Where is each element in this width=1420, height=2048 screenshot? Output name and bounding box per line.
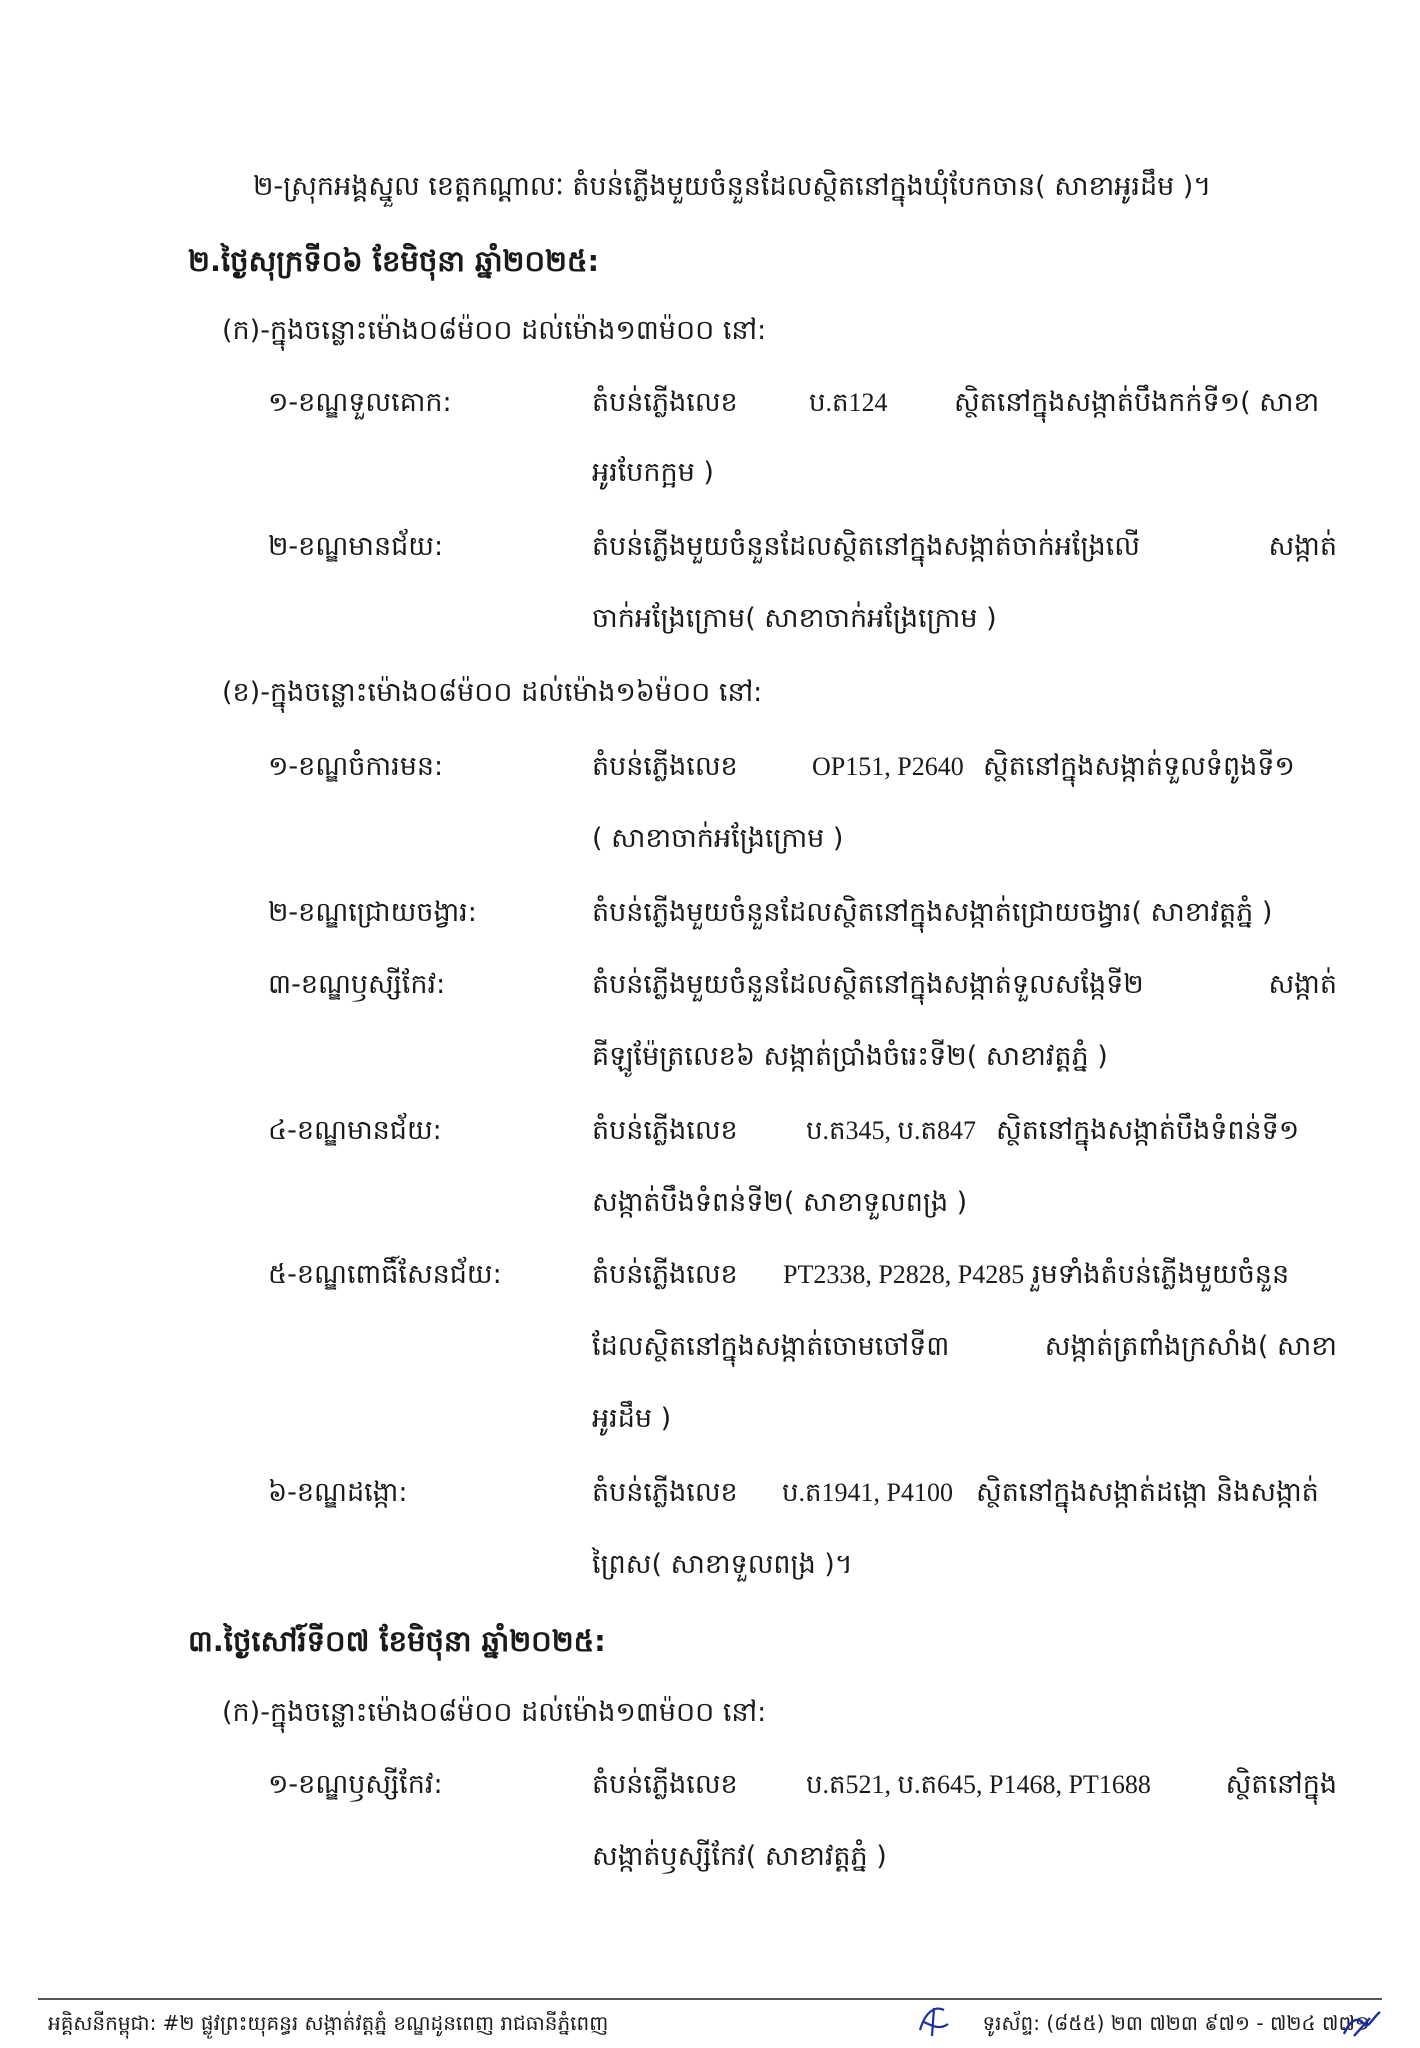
item-desc-part: តំបន់ភ្លើងលេខ [592,387,738,418]
item-label: ៤-ខណ្ឌមានជ័យ: [268,1115,442,1146]
initial-mark [1340,2006,1384,2042]
intro-line: ២-ស្រុកអង្គស្នួល ខេត្តកណ្តាលៈ តំបន់ភ្លើងមួយចំនួនដែលស្ថិតនៅក្នុងឃុំបែកចាន( សាខាអូរដឹម )។ [253,171,1212,202]
item-desc-line2: សង្កាត់បឹងទំពន់ទី២( សាខាទួលពង្រ ) [592,1187,968,1218]
item-desc-part: សង្កាត់ត្រពាំងក្រសាំង( សាខា [1044,1331,1337,1362]
item-desc-line2: គីឡូម៉ែត្រលេខ៦ សង្កាត់ប្រាំងចំរេះទី២( សាខាវត្តភ្នំ ) [592,1041,1108,1072]
item-desc-line1 [592,966,1337,1004]
item-label: ១-ខណ្ឌចំការមន: [268,751,444,782]
item-desc-line1 [592,1766,1337,1804]
item-desc-line2: អូរបែកក្អម ) [592,457,714,488]
area-code: OP151, P2640 [812,752,964,781]
item-desc-line1: តំបន់ភ្លើងមួយចំនួនដែលស្ថិតនៅក្នុងសង្កាត់ជ្រោយចង្វារ( សាខាវត្តភ្នំ ) [592,897,1273,928]
item-desc-part: តំបន់ភ្លើងលេខ [592,751,738,782]
item-desc-part: រួមទាំងតំបន់ភ្លើងមួយចំនួន [1032,1259,1290,1290]
item-desc-line2: ព្រៃស( សាខាទួលពង្រ )។ [592,1549,853,1580]
item-label: ២-ខណ្ឌមានជ័យ: [268,531,444,562]
item-desc-part: ស្ថិតនៅក្នុងសង្កាត់ដង្កោ និងសង្កាត់ [976,1477,1319,1508]
item-desc-part: ស្ថិតនៅក្នុងសង្កាត់បឹងទំពន់ទី១ [996,1115,1300,1146]
day3-a-heading: (ក)-ក្នុងចន្លោះម៉ោង០៨ម៉០០ ដល់ម៉ោង១៣ម៉០០ នៅ: [222,1697,767,1728]
item-desc-part: តំបន់ភ្លើងលេខ [592,1259,738,1290]
item-desc-line2: ចាក់អង្រែក្រោម( សាខាចាក់អង្រែក្រោម ) [592,603,997,634]
item-desc-part: តំបន់ភ្លើងមួយចំនួនដែលស្ថិតនៅក្នុងសង្កាត់ទួលសង្កែទី២ [592,969,1144,1000]
day2-a-heading: (ក)-ក្នុងចន្លោះម៉ោង០៨ម៉០០ ដល់ម៉ោង១៣ម៉០០ នៅ: [222,315,767,346]
item-desc-part: តំបន់ភ្លើងលេខ [592,1115,738,1146]
day2-b-heading: (ខ)-ក្នុងចន្លោះម៉ោង០៨ម៉០០ ដល់ម៉ោង១៦ម៉០០ នៅ: [222,677,763,708]
item-desc-line2: សង្កាត់ឫស្សីកែវ( សាខាវត្តភ្នំ ) [592,1841,887,1872]
item-desc-part: ដែលស្ថិតនៅក្នុងសង្កាត់ចោមចៅទី៣ [592,1331,950,1362]
area-code: PT2338, P2828, P4285 [783,1260,1025,1289]
item-desc-part: សង្កាត់ [1268,531,1337,562]
area-code: ប.ត124 [809,388,888,417]
item-desc-line1 [592,1112,1337,1150]
item-label: ៦-ខណ្ឌដង្កោ: [268,1477,408,1508]
item-desc-part: ស្ថិតនៅក្នុង [1225,1769,1337,1800]
item-desc-part: តំបន់ភ្លើងមួយចំនួនដែលស្ថិតនៅក្នុងសង្កាត់ចាក់អង្រែលើ [592,531,1140,562]
item-desc-line3: អូរដឹម ) [592,1403,672,1434]
footer-address: អគ្គិសនីកម្ពុជា: #២ ផ្លូវព្រះយុគន្ធរ សង្កាត់វត្តភ្នំ ខណ្ឌដូនពេញ រាជធានីភ្នំពេញ [48,2011,609,2035]
item-desc-line1 [592,1474,1337,1512]
item-desc-line1 [592,748,1337,786]
item-desc-part: ស្ថិតនៅក្នុងសង្កាត់ទួលទំពូងទី១ [983,751,1295,782]
area-code: ប.ត345, ប.ត847 [806,1116,977,1145]
item-desc-line1 [592,528,1337,566]
item-desc-part: តំបន់ភ្លើងលេខ [592,1477,738,1508]
item-desc-part: សង្កាត់ [1268,969,1337,1000]
item-label: ១-ខណ្ឌទួលគោក: [268,387,452,418]
day3-heading: ៣.ថ្ងៃសៅរ៍ទី០៧ ខែមិថុនា ឆ្នាំ២០២៥: [188,1624,606,1658]
item-label: ៣-ខណ្ឌឫស្សីកែវ: [268,969,446,1000]
item-desc-line2 [592,1328,1337,1366]
item-desc-line1 [592,384,1337,422]
item-label: ២-ខណ្ឌជ្រោយចង្វារ: [268,897,477,928]
initial-mark [914,2000,954,2040]
item-desc-line1 [592,1256,1337,1294]
item-label: ១-ខណ្ឌឫស្សីកែវ: [268,1769,443,1800]
area-code: ប.ត521, ប.ត645, P1468, PT1688 [806,1770,1151,1799]
footer-phone: ទូរស័ព្ទ: (៨៥៥) ២៣ ៧២៣ ៩៧១ - ៧២៤ ៧៧១ [982,2011,1370,2035]
item-label: ៥-ខណ្ឌពោធិ៍សែនជ័យ: [268,1259,502,1290]
item-desc-part: តំបន់ភ្លើងលេខ [592,1769,738,1800]
item-desc-part: ស្ថិតនៅក្នុងសង្កាត់បឹងកក់ទី១( សាខា [954,387,1320,418]
day2-heading: ២.ថ្ងៃសុក្រទី០៦ ខែមិថុនា ឆ្នាំ២០២៥: [188,244,600,278]
area-code: ប.ត1941, P4100 [782,1478,953,1507]
item-desc-line2: ( សាខាចាក់អង្រែក្រោម ) [592,823,844,854]
footer-divider [38,1998,1382,2000]
